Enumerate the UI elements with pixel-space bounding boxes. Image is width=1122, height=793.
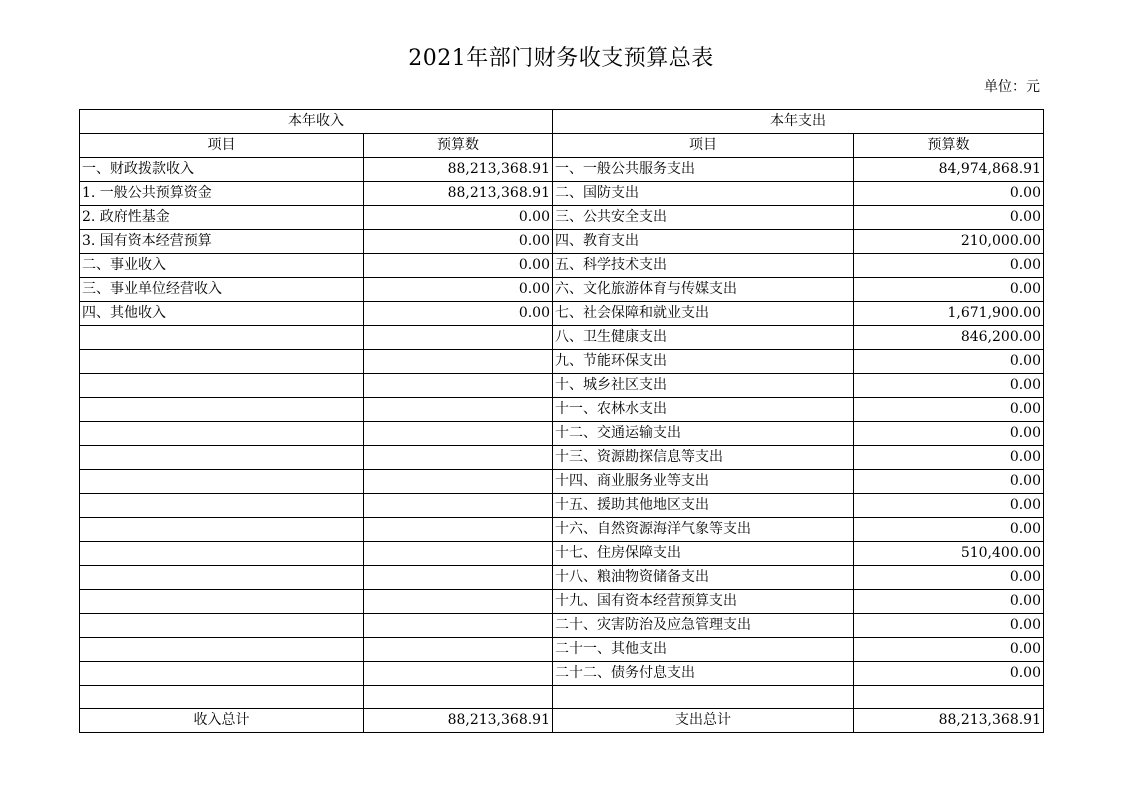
table-row (80, 182, 1044, 206)
expense-item-cell: 十九、国有资本经营预算支出 (553, 590, 854, 614)
expense-amount-cell: 0.00 (854, 590, 1044, 614)
expense-amount-cell: 0.00 (854, 398, 1044, 422)
table-row (80, 398, 1044, 422)
income-item-cell: 三、事业单位经营收入 (80, 278, 364, 302)
income-item-cell: 3. 国有资本经营预算 (80, 230, 364, 254)
table-row (80, 518, 1044, 542)
table-row (80, 614, 1044, 638)
income-item-cell (80, 638, 364, 662)
expense-amount-cell: 0.00 (854, 350, 1044, 374)
expense-item-cell: 五、科学技术支出 (553, 254, 854, 278)
income-item-cell (80, 374, 364, 398)
expense-item-cell: 七、社会保障和就业支出 (553, 302, 854, 326)
expense-item-cell: 十、城乡社区支出 (553, 374, 854, 398)
income-amount-cell: 0.00 (364, 278, 553, 302)
expense-item-cell: 十三、资源勘探信息等支出 (553, 446, 854, 470)
budget-table-body (80, 110, 1044, 733)
expense-item-cell: 九、节能环保支出 (553, 350, 854, 374)
income-amount-cell (364, 662, 553, 686)
table-row (80, 494, 1044, 518)
income-amount-cell (364, 470, 553, 494)
table-row (80, 158, 1044, 182)
expense-amount-cell: 0.00 (854, 638, 1044, 662)
expense-item-cell: 一、一般公共服务支出 (553, 158, 854, 182)
income-item-cell (80, 518, 364, 542)
unit-label: 单位：元 (984, 79, 1040, 95)
expense-amount-cell: 210,000.00 (854, 230, 1044, 254)
income-item-cell (80, 398, 364, 422)
income-item-cell (80, 446, 364, 470)
income-amount-cell (364, 590, 553, 614)
income-total-amount: 88,213,368.91 (364, 709, 553, 733)
income-amount-header: 预算数 (364, 134, 553, 158)
expense-item-cell: 二十、灾害防治及应急管理支出 (553, 614, 854, 638)
expense-item-cell: 十一、农林水支出 (553, 398, 854, 422)
expense-item-cell: 四、教育支出 (553, 230, 854, 254)
expense-total-label: 支出总计 (553, 709, 854, 733)
expense-item-header: 项目 (553, 134, 854, 158)
page-title: 2021年部门财务收支预算总表 (408, 46, 714, 71)
income-amount-cell (364, 566, 553, 590)
expense-item-cell: 二十二、债务付息支出 (553, 662, 854, 686)
table-row (80, 566, 1044, 590)
income-item-cell: 四、其他收入 (80, 302, 364, 326)
expense-amount-cell: 510,400.00 (854, 542, 1044, 566)
table-row (80, 662, 1044, 686)
expense-item-cell (553, 686, 854, 709)
income-item-cell (80, 542, 364, 566)
expense-item-cell: 二、国防支出 (553, 182, 854, 206)
table-row (80, 254, 1044, 278)
expense-amount-cell: 0.00 (854, 518, 1044, 542)
income-item-cell (80, 614, 364, 638)
table-row (80, 446, 1044, 470)
income-item-cell: 一、财政拨款收入 (80, 158, 364, 182)
expense-amount-header: 预算数 (854, 134, 1044, 158)
expense-amount-cell: 0.00 (854, 446, 1044, 470)
income-amount-cell: 0.00 (364, 206, 553, 230)
income-total-label: 收入总计 (80, 709, 364, 733)
income-amount-cell (364, 446, 553, 470)
expense-item-cell: 六、文化旅游体育与传媒支出 (553, 278, 854, 302)
income-amount-cell (364, 494, 553, 518)
income-amount-cell: 0.00 (364, 302, 553, 326)
income-item-cell: 二、事业收入 (80, 254, 364, 278)
table-row (80, 686, 1044, 709)
group-header-row (80, 110, 1044, 134)
income-amount-cell (364, 350, 553, 374)
income-item-cell (80, 662, 364, 686)
budget-table (79, 109, 1044, 733)
income-item-cell (80, 686, 364, 709)
income-amount-cell: 88,213,368.91 (364, 158, 553, 182)
expense-item-cell: 八、卫生健康支出 (553, 326, 854, 350)
expense-amount-cell: 0.00 (854, 494, 1044, 518)
expense-amount-cell: 0.00 (854, 278, 1044, 302)
income-item-cell (80, 326, 364, 350)
income-amount-cell (364, 638, 553, 662)
expense-item-cell: 十七、住房保障支出 (553, 542, 854, 566)
table-row (80, 590, 1044, 614)
table-row (80, 206, 1044, 230)
income-amount-cell (364, 326, 553, 350)
expense-item-cell: 十六、自然资源海洋气象等支出 (553, 518, 854, 542)
expense-amount-cell: 0.00 (854, 254, 1044, 278)
income-amount-cell (364, 518, 553, 542)
table-row (80, 470, 1044, 494)
expense-item-cell: 十二、交通运输支出 (553, 422, 854, 446)
totals-row (80, 709, 1044, 733)
expense-item-cell: 二十一、其他支出 (553, 638, 854, 662)
income-item-cell (80, 350, 364, 374)
expense-amount-cell: 0.00 (854, 470, 1044, 494)
expense-amount-cell: 0.00 (854, 374, 1044, 398)
income-amount-cell: 0.00 (364, 254, 553, 278)
income-amount-cell (364, 374, 553, 398)
expense-amount-cell (854, 686, 1044, 709)
table-row (80, 230, 1044, 254)
income-item-cell: 1. 一般公共预算资金 (80, 182, 364, 206)
expense-amount-cell: 1,671,900.00 (854, 302, 1044, 326)
income-item-cell (80, 590, 364, 614)
income-item-cell (80, 566, 364, 590)
expense-amount-cell: 0.00 (854, 662, 1044, 686)
expense-total-amount: 88,213,368.91 (854, 709, 1044, 733)
column-header-row (80, 134, 1044, 158)
expense-amount-cell: 0.00 (854, 566, 1044, 590)
table-row (80, 422, 1044, 446)
expense-group-header: 本年支出 (553, 110, 1044, 134)
income-amount-cell (364, 686, 553, 709)
expense-item-cell: 三、公共安全支出 (553, 206, 854, 230)
income-item-cell (80, 494, 364, 518)
income-amount-cell: 88,213,368.91 (364, 182, 553, 206)
expense-amount-cell: 0.00 (854, 206, 1044, 230)
income-group-header: 本年收入 (80, 110, 553, 134)
expense-item-cell: 十八、粮油物资储备支出 (553, 566, 854, 590)
income-item-cell (80, 422, 364, 446)
income-item-cell (80, 470, 364, 494)
income-amount-cell (364, 542, 553, 566)
table-row (80, 326, 1044, 350)
expense-item-cell: 十五、援助其他地区支出 (553, 494, 854, 518)
income-amount-cell (364, 398, 553, 422)
income-item-cell: 2. 政府性基金 (80, 206, 364, 230)
table-row (80, 278, 1044, 302)
expense-amount-cell: 0.00 (854, 614, 1044, 638)
expense-item-cell: 十四、商业服务业等支出 (553, 470, 854, 494)
expense-amount-cell: 0.00 (854, 422, 1044, 446)
table-row (80, 542, 1044, 566)
expense-amount-cell: 0.00 (854, 182, 1044, 206)
table-row (80, 302, 1044, 326)
income-amount-cell (364, 614, 553, 638)
table-row (80, 350, 1044, 374)
income-item-header: 项目 (80, 134, 364, 158)
expense-amount-cell: 84,974,868.91 (854, 158, 1044, 182)
income-amount-cell (364, 422, 553, 446)
expense-amount-cell: 846,200.00 (854, 326, 1044, 350)
income-amount-cell: 0.00 (364, 230, 553, 254)
table-row (80, 374, 1044, 398)
table-row (80, 638, 1044, 662)
